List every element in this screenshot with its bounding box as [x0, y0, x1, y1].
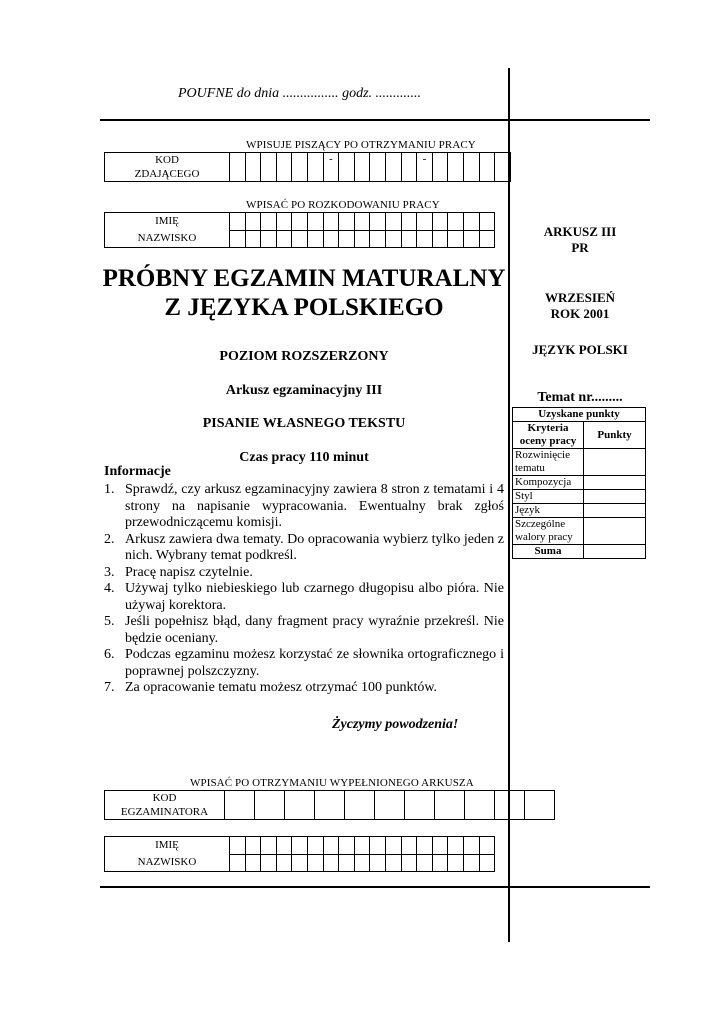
list-item: 7. Za opracowanie tematu możesz otrzymać 100 punktów.: [104, 680, 438, 695]
kod-cell[interactable]: [292, 153, 308, 182]
kod-cell[interactable]: [479, 153, 495, 182]
info-list: [104, 482, 504, 697]
criterion-row: Styl: [513, 490, 584, 504]
imie-nazwisko-table: [104, 212, 495, 248]
examiner-name-table: [104, 836, 495, 872]
list-item: 1. Sprawdź, czy arkusz egzaminacyjny zawiera 8 stron z tematami i 4 strony na napisanie wypracowania. Ewentualny brak zgłoś przewodniczącemu komisji.: [104, 482, 504, 530]
kod-egzaminatora-cell[interactable]: [525, 791, 555, 820]
kod-egzaminatora-cell[interactable]: [315, 791, 345, 820]
kod-cell[interactable]: [276, 153, 292, 182]
points-cell[interactable]: [584, 504, 646, 518]
kod-cell[interactable]: [448, 153, 464, 182]
sheet-name: Arkusz egzaminacyjny III: [225, 383, 383, 398]
sum-label: Suma: [513, 545, 584, 559]
kod-dash-cell: -: [323, 153, 339, 182]
bottom-rule: [100, 886, 650, 888]
kod-egzaminatora-cell[interactable]: [465, 791, 495, 820]
kod-egzaminatora-cell[interactable]: [285, 791, 315, 820]
topic: PISANIE WŁASNEGO TEKSTU: [202, 416, 406, 431]
score-table: [512, 407, 646, 559]
points-cell[interactable]: [584, 490, 646, 504]
exam-title-line1: PRÓBNY EGZAMIN MATURALNY: [102, 265, 506, 292]
exam-title-line2: Z JĘZYKA POLSKIEGO: [164, 294, 444, 321]
kod-cell[interactable]: [463, 153, 479, 182]
examiner-name-label: IMIĘ NAZWISKO: [105, 837, 230, 872]
kod-egzaminatora-cell[interactable]: [495, 791, 525, 820]
info-heading: Informacje: [104, 464, 171, 479]
kod-zdajacego-table: [104, 152, 511, 182]
kod-cell[interactable]: [401, 153, 417, 182]
kod-cell[interactable]: [354, 153, 370, 182]
kod-cell[interactable]: [339, 153, 355, 182]
time-limit: Czas pracy 110 minut: [239, 450, 369, 465]
kod-egzaminatora-cell[interactable]: [405, 791, 435, 820]
points-cell[interactable]: [584, 476, 646, 490]
list-item: 6. Podczas egzaminu możesz korzystać ze słownika ortograficznego i poprawnej polszczyzny.: [104, 647, 504, 679]
kod-cell[interactable]: [230, 153, 246, 182]
imie-nazwisko-label: IMIĘ NAZWISKO: [105, 213, 230, 248]
top-rule: [100, 119, 650, 121]
kod-cell[interactable]: [245, 153, 261, 182]
kod-cell[interactable]: [495, 153, 511, 182]
kod-egzaminatora-cell[interactable]: [225, 791, 255, 820]
kod-egzaminatora-cell[interactable]: [255, 791, 285, 820]
topic-number: Temat nr.........: [537, 390, 623, 405]
criterion-row: Szczególne walory pracy: [513, 518, 584, 545]
kod-cell[interactable]: [307, 153, 323, 182]
kod-cell[interactable]: [385, 153, 401, 182]
list-item: 4. Używaj tylko niebieskiego lub czarnego długopisu albo pióra. Nie używaj korektora.: [104, 581, 504, 613]
points-cell[interactable]: [584, 449, 646, 476]
kod-egzaminatora-cell[interactable]: [375, 791, 405, 820]
good-luck: Życzymy powodzenia!: [332, 717, 459, 732]
list-item: 3. Pracę napisz czytelnie.: [104, 564, 253, 580]
kod-egzaminatora-cell[interactable]: [435, 791, 465, 820]
date-label: WRZESIEŃ ROK 2001: [544, 290, 616, 321]
name-caption: WPISAĆ PO ROZKODOWANIU PRACY: [246, 199, 440, 211]
kod-cell[interactable]: [432, 153, 448, 182]
kod-caption: WPISUJE PISZĄCY PO OTRZYMANIU PRACY: [246, 139, 476, 151]
kod-zdajacego-label: KOD ZDAJĄCEGO: [105, 153, 230, 182]
criterion-row: Język: [513, 504, 584, 518]
points-header: Punkty: [584, 422, 646, 449]
confidential-note: POUFNE do dnia ................ godz. .............: [178, 86, 422, 101]
list-item: 5. Jeśli popełnisz błąd, dany fragment pracy wyraźnie przekreśl. Nie będzie oceniany.: [104, 614, 504, 646]
criteria-header: Kryteria oceny pracy: [513, 422, 584, 449]
kod-dash-cell: -: [417, 153, 433, 182]
kod-egzaminatora-cell[interactable]: [345, 791, 375, 820]
kod-egzaminatora-table: [104, 790, 555, 820]
kod-cell[interactable]: [261, 153, 277, 182]
kod-cell[interactable]: [370, 153, 386, 182]
kod-egzaminatora-label: KOD EGZAMINATORA: [105, 791, 225, 820]
points-cell[interactable]: [584, 518, 646, 545]
list-item: 2. Arkusz zawiera dwa tematy. Do opracowania wybierz tylko jeden z nich. Wybrany temat podkreśl.: [104, 531, 504, 563]
arkusz-label: ARKUSZ III PR: [543, 224, 617, 255]
criterion-row: Kompozycja: [513, 476, 584, 490]
level: POZIOM ROZSZERZONY: [219, 349, 389, 364]
subject-label: JĘZYK POLSKI: [532, 342, 628, 357]
examiner-caption: WPISAĆ PO OTRZYMANIU WYPEŁNIONEGO ARKUSZA: [190, 777, 474, 789]
score-table-title: Uzyskane punkty: [513, 408, 646, 422]
sum-cell[interactable]: [584, 545, 646, 559]
criterion-row: Rozwinięcie tematu: [513, 449, 584, 476]
